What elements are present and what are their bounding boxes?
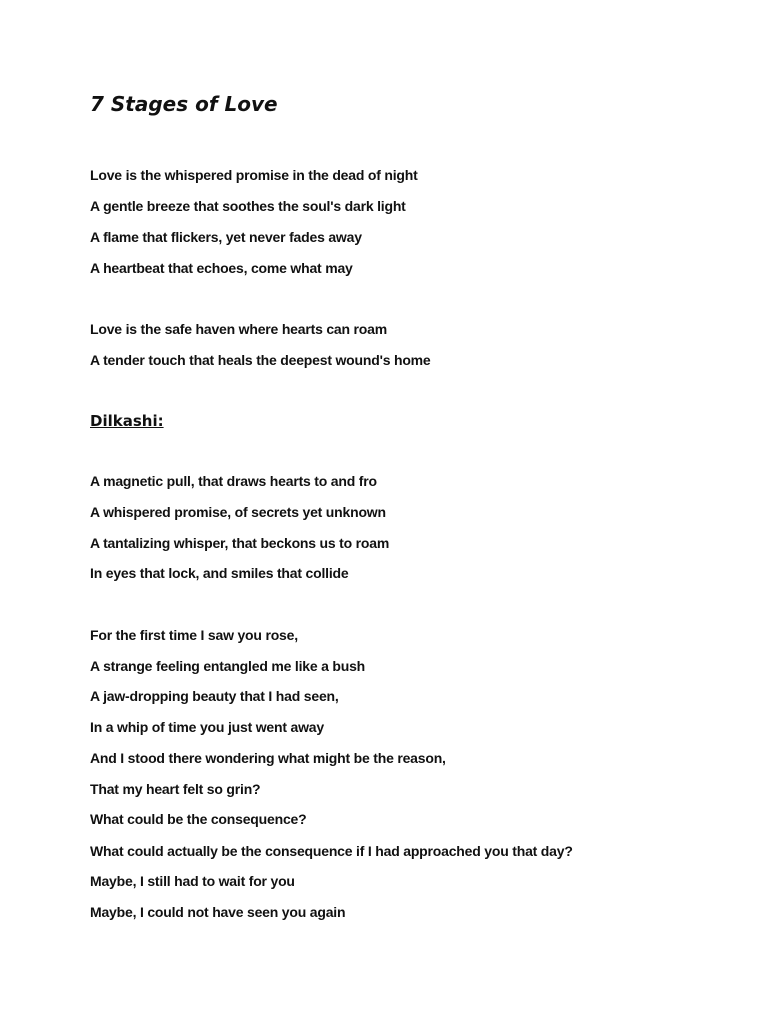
section-heading-dilkashi: Dilkashi: [90, 412, 164, 430]
stanza4-line-10: Maybe, I could not have seen you again [90, 904, 346, 920]
stanza4-line-5: And I stood there wondering what might be the reason, [90, 750, 446, 766]
stanza4-line-3: A jaw-dropping beauty that I had seen, [90, 688, 339, 704]
stanza4-line-4: In a whip of time you just went away [90, 719, 324, 735]
stanza1-line-3: A flame that flickers, yet never fades away [90, 229, 362, 245]
stanza1-line-2: A gentle breeze that soothes the soul's dark light [90, 198, 406, 214]
stanza3-line-4: In eyes that lock, and smiles that collide [90, 565, 349, 581]
stanza2-line-2: A tender touch that heals the deepest wound's home [90, 352, 431, 368]
stanza3-line-2: A whispered promise, of secrets yet unknown [90, 504, 386, 520]
stanza1-line-4: A heartbeat that echoes, come what may [90, 260, 353, 276]
stanza4-line-6: That my heart felt so grin? [90, 781, 261, 797]
document-title: 7 Stages of Love [90, 92, 278, 116]
stanza3-line-3: A tantalizing whisper, that beckons us to roam [90, 535, 390, 551]
stanza4-line-8: What could actually be the consequence if I had approached you that day? [90, 843, 573, 859]
stanza3-line-1: A magnetic pull, that draws hearts to and fro [90, 473, 377, 489]
stanza4-line-9: Maybe, I still had to wait for you [90, 873, 295, 889]
stanza2-line-1: Love is the safe haven where hearts can roam [90, 321, 387, 337]
stanza4-line-2: A strange feeling entangled me like a bush [90, 658, 366, 674]
stanza1-line-1: Love is the whispered promise in the dead of night [90, 167, 418, 183]
stanza4-line-7: What could be the consequence? [90, 811, 307, 827]
stanza4-line-1: For the first time I saw you rose, [90, 627, 298, 643]
